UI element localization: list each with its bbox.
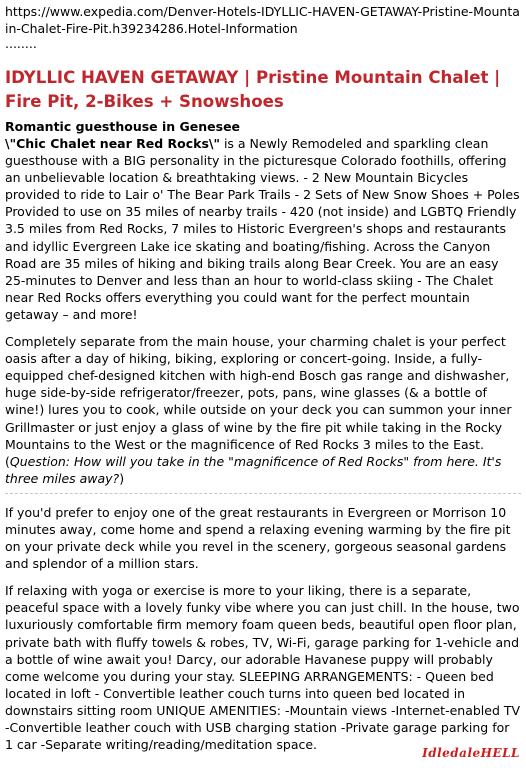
annotator-question: Question: How will you take in the "magnificence of Red Rocks" from here. It's three miles away? [5, 453, 502, 486]
description-paragraph-2-text: Completely separate from the main house, your charming chalet is your perfect oasis after a day of hiking, biking, exploring or concert-going. Inside, a fully-equipped chef-designed kitchen with high-end Bosch gas range and dishwasher, huge side-by-side refrigerator/freezer, pots, pans, wine glasses (& a bottle of wine!) lures you to cook, while outside on your deck you can summon your inner Grillmaster or just enjoy a glass of wine by the fire pit while taking in the Rocky Mountains to the West or the magnificence of Red Rocks 3 miles to the East. [5, 334, 512, 452]
ellipsis: ........ [5, 36, 37, 51]
source-url[interactable]: https://www.expedia.com/Denver-Hotels-IDYLLIC-HAVEN-GETAWAY-Pristine-Mountain-Chalet-Fire-Pit.h39234286.Hotel-Information [5, 4, 520, 36]
document-page [5, 3, 521, 753]
author-signature: IdledaleHELL [422, 746, 520, 760]
divider [5, 493, 521, 494]
description-paragraph-4: If relaxing with yoga or exercise is more to your liking, there is a separate, peaceful space with a lovely funky vibe where you can just chill. In the house, two luxuriously comfortable firm memory foam queen beds, beautiful open floor plan, private bath with fluffy towels & robes, TV, Wi-Fi, garage parking for 1-vehicle and a bottle of wine await you! Darcy, our adorable Havanese puppy will probably come welcome you during your stay. SLEEPING ARRANGEMENTS: - Queen bed located in loft - Convertible leather couch turns into queen bed located in downstairs sitting room UNIQUE AMENITIES: -Mountain views -Internet-enabled TV -Convertible leather couch with USB charging station -Private garage parking for 1 car -Separate writing/reading/meditation space. [5, 583, 521, 753]
description-paragraph-1 [5, 135, 521, 323]
description-paragraph-3: If you'd prefer to enjoy one of the great restaurants in Evergreen or Morrison 10 minutes away, come home and spend a relaxing evening warming by the fire pit on your private deck while you revel in the scenery, gorgeous seasonal gardens and splendor of a million stars. [5, 504, 511, 572]
question-open: ( [5, 453, 10, 469]
listing-subtitle: Romantic guesthouse in Genesee [5, 119, 241, 134]
listing-title: IDYLLIC HAVEN GETAWAY | Pristine Mountain Chalet | Fire Pit, 2-Bikes + Snowshoes [5, 68, 501, 111]
description-paragraph-2 [5, 333, 521, 487]
description-paragraph-1-text: is a Newly Remodeled and sparkling clean guesthouse with a BIG personality in the picturesque Colorado foothills, offering an unbelievable location & breathtaking views. - 2 New Mountain Bicycles provided to ride to Lair o' The Bear Park Trails - 2 Sets of New Snow Shoes + Poles Provided to use on 35 miles of nearby trails - 420 (not inside) and LGBTQ Friendly 3.5 miles from Red Rocks, 7 miles to Historic Evergreen's shops and restaurants and idyllic Evergreen Lake ice skating and boating/fishing. Across the Canyon Road are 35 miles of hiking and biking trails along Bear Creek. You are an easy 25-minutes to Denver and less than an hour to world-class skiing - The Chalet near Red Rocks offers everything you could want for the perfect mountain getaway – and more! [5, 136, 520, 322]
question-close: ) [119, 470, 125, 486]
chalet-quote: \"Chic Chalet near Red Rocks\" [5, 136, 220, 151]
